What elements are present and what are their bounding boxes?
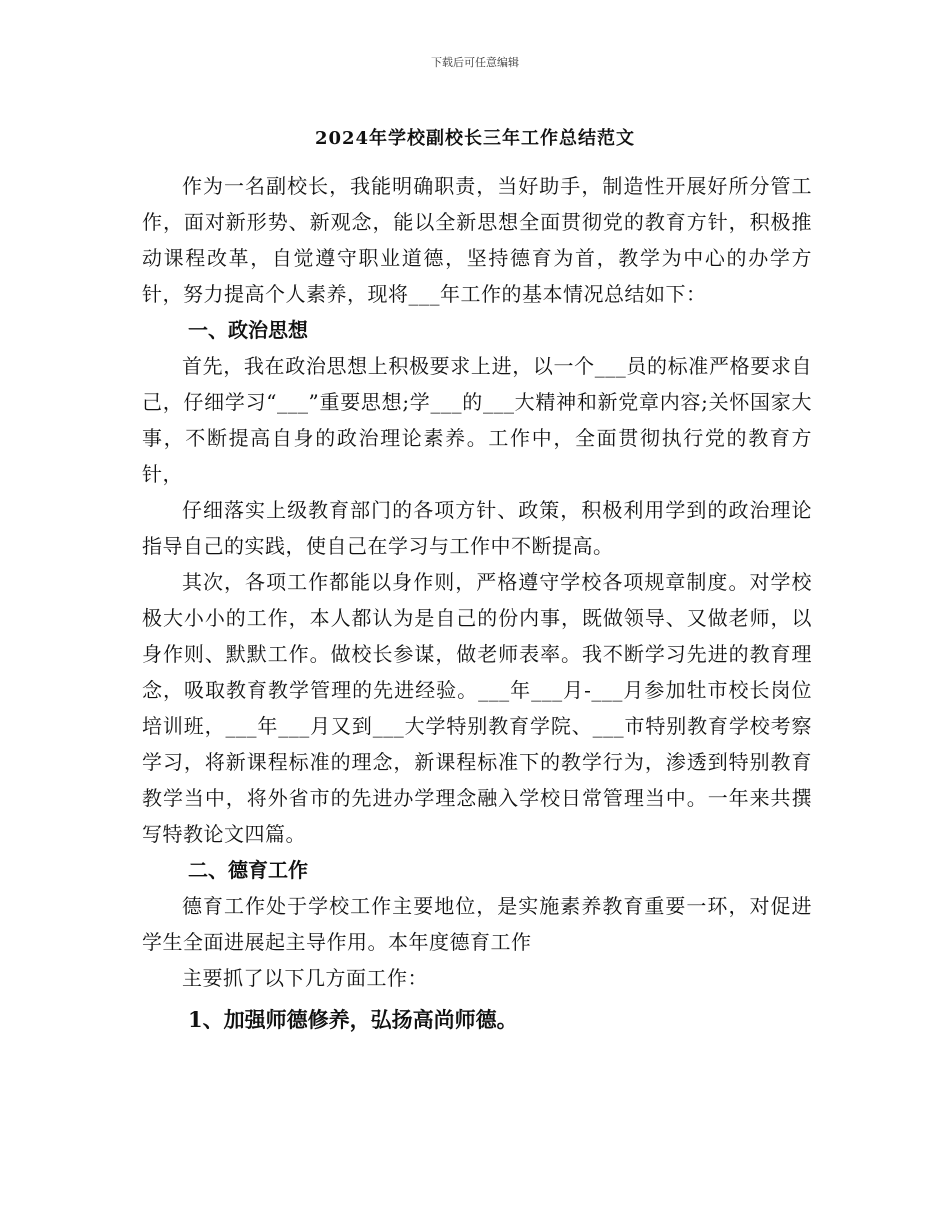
- paragraph-moral-2: 主要抓了以下几方面工作：: [182, 966, 428, 990]
- paragraph-politics-3: 其次，各项工作都能以身作则，严格遵守学校各项规章制度。对学校极大小小的工作，本人都认为是自己的份内事，既做领导、又做老师，以身作则、默默工作。做校长参谋，做老师表率。我不断学习先进的教育理念，吸取教育教学管理的先进经验。___年___月-___月参加牡市校长岗位培训班，___年___月又到___大学特别教育学院、___市特别教育学校考察学习，将新课程标准的理念，新课程标准下的教学行为，渗透到特别教育教学当中，将外省市的先进办学理念融入学校日常管理当中。一年来共撰写特教论文四篇。: [142, 570, 812, 846]
- paragraph-politics-1: 首先，我在政治思想上积极要求上进，以一个___员的标准严格要求自己，仔细学习“___”重要思想;学___的___大精神和新党章内容;关怀国家大事，不断提高自身的政治理论素养。工作中，全面贯彻执行党的教育方针，: [142, 354, 812, 486]
- section-heading-politics: 一、政治思想: [188, 318, 308, 342]
- header-note: 下载后可任意编辑: [431, 56, 519, 69]
- paragraph-moral-1: 德育工作处于学校工作主要地位，是实施素养教育重要一环，对促进学生全面进展起主导作用。本年度德育工作: [142, 894, 812, 954]
- document-body: [142, 168, 812, 1042]
- paragraph-politics-2: 仔细落实上级教育部门的各项方针、政策，积极利用学到的政治理论指导自己的实践，使自己在学习与工作中不断提高。: [142, 498, 812, 558]
- subheading-teacher-ethics: 1、加强师德修养，弘扬高尚师德。: [188, 1007, 518, 1032]
- section-heading-moral: 二、德育工作: [188, 858, 308, 882]
- document-title: 2024年学校副校长三年工作总结范文: [314, 128, 636, 149]
- paragraph-intro: 作为一名副校长，我能明确职责，当好助手，制造性开展好所分管工作，面对新形势、新观念，能以全新思想全面贯彻党的教育方针，积极推动课程改革，自觉遵守职业道德，坚持德育为首，教学为中心的办学方针，努力提高个人素养，现将___年工作的基本情况总结如下：: [142, 174, 812, 306]
